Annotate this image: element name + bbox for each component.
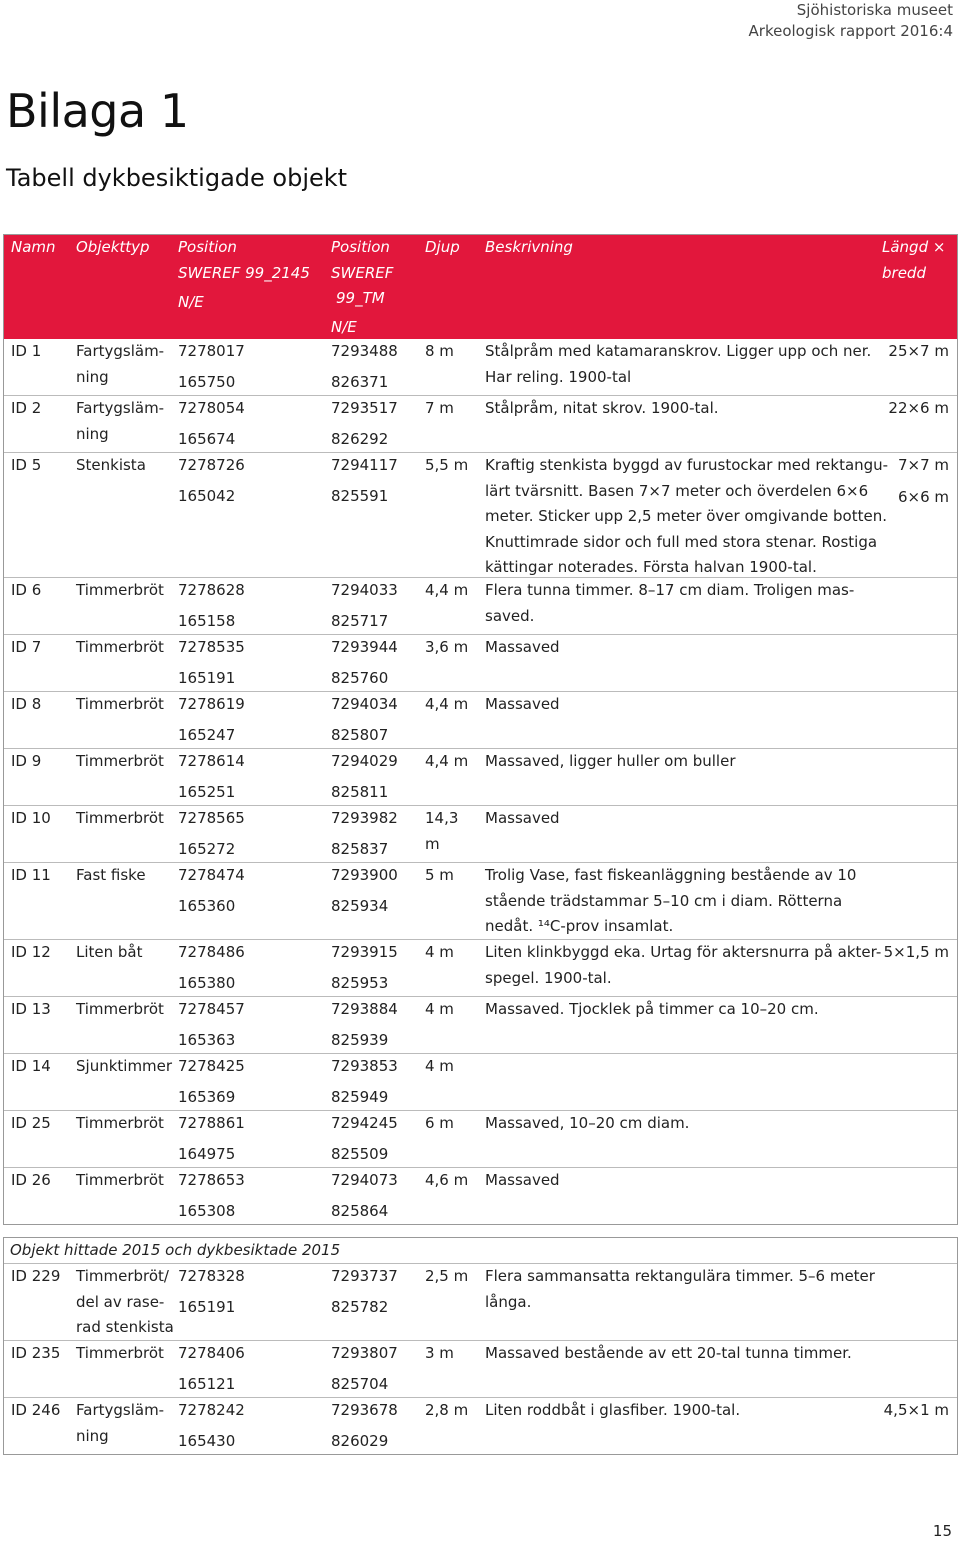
row-position-2145	[178, 940, 245, 996]
row-djup	[425, 692, 468, 718]
beskrivning-line: nedåt. ¹⁴C-prov insamlat.	[485, 917, 674, 935]
row-djup	[425, 997, 454, 1023]
objekttyp-line: ning	[76, 1426, 109, 1445]
north-tm: 7293807	[331, 1344, 398, 1362]
objekttyp-line: del av rase-	[76, 1292, 165, 1311]
row-id: ID 7	[11, 638, 42, 656]
row-id: ID 14	[11, 1057, 51, 1075]
objekttyp-line: Timmerbröt	[76, 809, 164, 827]
col-pos2-line: SWEREF	[331, 263, 394, 282]
col-pos1-line: SWEREF 99_2145	[178, 263, 310, 282]
djup-line: 2,5 m	[425, 1267, 469, 1285]
east-tm: 825811	[331, 782, 389, 801]
beskrivning-line: Knuttimrade sidor och full med stora stenar. Rostiga	[485, 532, 878, 551]
djup-line: 7 m	[425, 399, 454, 417]
objekttyp-line: Timmerbröt	[76, 1000, 164, 1018]
beskrivning-line: Liten klinkbyggd eka. Urtag för aktersnurra på akter-	[485, 943, 882, 961]
table-row	[4, 1397, 957, 1454]
objekttyp-line: Timmerbröt	[76, 752, 164, 770]
north-tm: 7293678	[331, 1401, 398, 1419]
row-langd	[898, 453, 949, 510]
row-beskrivning	[485, 339, 871, 390]
row-objekttyp	[76, 339, 164, 390]
east-2145: 165042	[178, 486, 236, 505]
row-beskrivning	[485, 806, 560, 832]
row-beskrivning	[485, 1398, 740, 1424]
table-row	[4, 1053, 957, 1110]
table-row	[4, 1110, 957, 1167]
row-beskrivning	[485, 692, 560, 718]
north-tm: 7293488	[331, 342, 398, 360]
north-tm: 7293982	[331, 809, 398, 827]
djup-line: 3 m	[425, 1344, 454, 1362]
row-beskrivning	[485, 940, 881, 991]
row-position-2145	[178, 396, 245, 452]
row-position-tm	[331, 1264, 398, 1320]
row-position-2145	[178, 1168, 245, 1224]
row-id: ID 11	[11, 866, 51, 884]
objekttyp-line: Stenkista	[76, 456, 146, 474]
east-tm: 825953	[331, 973, 389, 992]
beskrivning-line: Massaved	[485, 809, 560, 827]
row-djup	[425, 453, 468, 479]
row-position-tm	[331, 339, 398, 395]
north-2145: 7278328	[178, 1267, 245, 1285]
row-id: ID 25	[11, 1114, 51, 1132]
row-position-2145	[178, 1054, 245, 1110]
table-row	[4, 1167, 957, 1224]
east-2145: 165158	[178, 611, 236, 630]
east-tm: 825782	[331, 1297, 389, 1316]
north-tm: 7293884	[331, 1000, 398, 1018]
row-position-2145	[178, 749, 245, 805]
row-objekttyp	[76, 806, 164, 832]
row-langd	[884, 940, 949, 966]
north-tm: 7294029	[331, 752, 398, 770]
row-objekttyp	[76, 578, 164, 604]
row-beskrivning	[485, 863, 856, 940]
north-2145: 7278242	[178, 1401, 245, 1419]
objekttyp-line: Liten båt	[76, 943, 143, 961]
row-id: ID 2	[11, 399, 42, 417]
col-beskrivning: Beskrivning	[485, 238, 573, 256]
col-langd-line: bredd	[882, 263, 926, 282]
east-2145: 165121	[178, 1374, 236, 1393]
north-tm: 7293944	[331, 638, 398, 656]
table-row	[4, 452, 957, 577]
table-row	[4, 1263, 957, 1340]
east-2145: 165272	[178, 839, 236, 858]
east-tm: 825837	[331, 839, 389, 858]
row-id: ID 235	[11, 1344, 61, 1362]
row-objekttyp	[76, 692, 164, 718]
east-tm: 825591	[331, 486, 389, 505]
col-position-swereftm	[331, 235, 393, 340]
objekttyp-line: Fartygsläm-	[76, 1401, 165, 1419]
row-langd	[884, 1398, 949, 1424]
djup-line: 14,3	[425, 809, 459, 827]
row-id: ID 6	[11, 581, 42, 599]
djup-line: 4,4 m	[425, 581, 469, 599]
east-2145: 165363	[178, 1030, 236, 1049]
row-djup	[425, 1341, 454, 1367]
row-langd	[888, 339, 949, 365]
djup-line: 4 m	[425, 1000, 454, 1018]
row-djup	[425, 1168, 468, 1194]
page-subtitle: Tabell dykbesiktigade objekt	[6, 164, 348, 192]
row-position-tm	[331, 1168, 398, 1224]
east-tm: 825934	[331, 896, 389, 915]
museum-name: Sjöhistoriska museet	[796, 1, 953, 19]
langd-line: 4,5×1 m	[883, 1401, 949, 1419]
north-2145: 7278474	[178, 866, 245, 884]
col-pos2-line: 99_TM	[336, 289, 385, 307]
row-position-tm	[331, 1054, 398, 1110]
north-2145: 7278565	[178, 809, 245, 827]
row-position-tm	[331, 635, 398, 691]
djup-line: 8 m	[425, 342, 454, 360]
table-row	[4, 691, 957, 748]
beskrivning-line: Massaved, ligger huller om buller	[485, 752, 736, 770]
beskrivning-line: Har reling. 1900-tal	[485, 367, 632, 386]
north-tm: 7294117	[331, 456, 398, 474]
east-2145: 165674	[178, 429, 236, 448]
table-row	[4, 339, 957, 395]
row-position-tm	[331, 1111, 398, 1167]
beskrivning-line: spegel. 1900-tal.	[485, 968, 612, 987]
running-header	[749, 0, 953, 42]
djup-line: 5 m	[425, 866, 454, 884]
east-2145: 165308	[178, 1201, 236, 1220]
beskrivning-line: saved.	[485, 606, 535, 625]
beskrivning-line: lärt tvärsnitt. Basen 7×7 meter och överdelen 6×6	[485, 481, 869, 500]
row-id: ID 8	[11, 695, 42, 713]
east-2145: 164975	[178, 1144, 236, 1163]
objekttyp-line: Timmerbröt	[76, 1171, 164, 1189]
table-row	[4, 634, 957, 691]
table-row	[4, 1340, 957, 1397]
objekttyp-line: Timmerbröt	[76, 695, 164, 713]
report-id: Arkeologisk rapport 2016:4	[748, 22, 953, 40]
row-position-2145	[178, 692, 245, 748]
col-langd-line: Längd ×	[882, 238, 946, 256]
objects-2015-table	[3, 1237, 958, 1455]
row-id: ID 5	[11, 456, 42, 474]
row-djup	[425, 635, 468, 661]
djup-line: m	[425, 834, 440, 853]
row-position-tm	[331, 749, 398, 805]
langd-line: 7×7 m	[897, 456, 949, 474]
east-2145: 165380	[178, 973, 236, 992]
row-beskrivning	[485, 997, 819, 1023]
col-pos2-line: N/E	[331, 317, 357, 336]
east-tm: 826371	[331, 372, 389, 391]
row-objekttyp	[76, 940, 143, 966]
djup-line: 6 m	[425, 1114, 454, 1132]
row-id: ID 12	[11, 943, 51, 961]
north-tm: 7293900	[331, 866, 398, 884]
north-tm: 7294033	[331, 581, 398, 599]
row-objekttyp	[76, 1111, 164, 1137]
langd-line: 25×7 m	[888, 342, 949, 360]
north-2145: 7278486	[178, 943, 245, 961]
east-2145: 165369	[178, 1087, 236, 1106]
east-2145: 165750	[178, 372, 236, 391]
page-title: Bilaga 1	[6, 84, 189, 138]
objekttyp-line: Fast fiske	[76, 866, 146, 884]
beskrivning-line: långa.	[485, 1292, 532, 1311]
row-beskrivning	[485, 635, 560, 661]
row-beskrivning	[485, 1341, 852, 1367]
row-position-2145	[178, 453, 245, 509]
east-tm: 825509	[331, 1144, 389, 1163]
table-row	[4, 748, 957, 805]
row-position-tm	[331, 692, 398, 748]
djup-line: 5,5 m	[425, 456, 469, 474]
djup-line: 3,6 m	[425, 638, 469, 656]
beskrivning-line: Massaved	[485, 695, 560, 713]
table-row	[4, 577, 957, 634]
beskrivning-line: Massaved, 10–20 cm diam.	[485, 1114, 690, 1132]
east-2145: 165430	[178, 1431, 236, 1450]
north-2145: 7278614	[178, 752, 245, 770]
beskrivning-line: Liten roddbåt i glasfiber. 1900-tal.	[485, 1401, 741, 1419]
north-2145: 7278653	[178, 1171, 245, 1189]
objekttyp-line: Timmerbröt	[76, 1344, 164, 1362]
row-id: ID 246	[11, 1401, 61, 1419]
north-tm: 7293915	[331, 943, 398, 961]
djup-line: 4,6 m	[425, 1171, 469, 1189]
east-2145: 165251	[178, 782, 236, 801]
col-pos2-line: Position	[331, 238, 390, 256]
row-position-tm	[331, 1398, 398, 1454]
beskrivning-line: Flera tunna timmer. 8–17 cm diam. Troligen mas-	[485, 581, 855, 599]
east-tm: 825704	[331, 1374, 389, 1393]
north-tm: 7294073	[331, 1171, 398, 1189]
row-objekttyp	[76, 635, 164, 661]
beskrivning-line: Flera sammansatta rektangulära timmer. 5–6 meter	[485, 1267, 875, 1285]
east-tm: 825939	[331, 1030, 389, 1049]
row-djup	[425, 749, 468, 775]
row-objekttyp	[76, 1168, 164, 1194]
row-djup	[425, 396, 454, 422]
objekttyp-line: ning	[76, 424, 109, 443]
objekttyp-line: rad stenkista	[76, 1318, 174, 1336]
objekttyp-line: Sjunktimmer	[76, 1057, 173, 1075]
row-position-2145	[178, 1264, 245, 1320]
row-position-2145	[178, 578, 245, 634]
north-tm: 7293853	[331, 1057, 398, 1075]
djup-line: 4 m	[425, 943, 454, 961]
row-djup	[425, 1054, 454, 1080]
beskrivning-line: Massaved	[485, 1171, 560, 1189]
row-objekttyp	[76, 863, 146, 889]
row-position-2145	[178, 806, 245, 862]
row-id: ID 229	[11, 1267, 61, 1285]
row-position-tm	[331, 578, 398, 634]
north-tm: 7293737	[331, 1267, 398, 1285]
east-tm: 825760	[331, 668, 389, 687]
row-id: ID 13	[11, 1000, 51, 1018]
north-2145: 7278017	[178, 342, 245, 360]
beskrivning-line: Stålpråm, nitat skrov. 1900-tal.	[485, 399, 719, 417]
col-objekttyp: Objekttyp	[76, 238, 150, 256]
east-2145: 165360	[178, 896, 236, 915]
row-objekttyp	[76, 1264, 174, 1341]
north-2145: 7278628	[178, 581, 245, 599]
col-pos1-line: N/E	[178, 293, 204, 311]
col-djup: Djup	[425, 238, 460, 256]
row-objekttyp	[76, 453, 146, 479]
objekttyp-line: Timmerbröt/	[76, 1267, 169, 1285]
north-2145: 7278054	[178, 399, 245, 417]
table-row	[4, 395, 957, 452]
north-tm: 7294245	[331, 1114, 398, 1132]
row-beskrivning	[485, 453, 888, 581]
north-tm: 7294034	[331, 695, 398, 713]
beskrivning-line: Massaved. Tjocklek på timmer ca 10–20 cm.	[485, 1000, 819, 1018]
row-position-2145	[178, 1111, 245, 1167]
objects-table	[3, 234, 958, 1225]
row-djup	[425, 940, 454, 966]
beskrivning-line: Stålpråm med katamaranskrov. Ligger upp och ner.	[485, 342, 872, 360]
north-2145: 7278535	[178, 638, 245, 656]
row-djup	[425, 578, 468, 604]
djup-line: 4,4 m	[425, 695, 469, 713]
row-position-tm	[331, 806, 398, 862]
beskrivning-line: Massaved	[485, 638, 560, 656]
beskrivning-line: meter. Sticker upp 2,5 meter över omgivande botten.	[485, 507, 887, 525]
east-tm: 826029	[331, 1431, 389, 1450]
beskrivning-line: Kraftig stenkista byggd av furustockar med rektangu-	[485, 456, 889, 474]
east-2145: 165247	[178, 725, 236, 744]
east-tm: 825864	[331, 1201, 389, 1220]
djup-line: 4,4 m	[425, 752, 469, 770]
north-2145: 7278457	[178, 1000, 245, 1018]
row-beskrivning	[485, 578, 854, 629]
objekttyp-line: Timmerbröt	[76, 581, 164, 599]
row-position-2145	[178, 1398, 245, 1454]
north-2145: 7278861	[178, 1114, 245, 1132]
table-row	[4, 939, 957, 996]
east-2145: 165191	[178, 668, 236, 687]
north-2145: 7278726	[178, 456, 245, 474]
djup-line: 2,8 m	[425, 1401, 469, 1419]
row-objekttyp	[76, 1341, 164, 1367]
east-2145: 165191	[178, 1297, 236, 1316]
djup-line: 4 m	[425, 1057, 454, 1075]
row-position-tm	[331, 1341, 398, 1397]
row-beskrivning	[485, 1168, 560, 1194]
row-id: ID 9	[11, 752, 42, 770]
row-objekttyp	[76, 749, 164, 775]
table-header	[4, 235, 957, 339]
objekttyp-line: Timmerbröt	[76, 1114, 164, 1132]
row-langd	[888, 396, 949, 422]
row-id: ID 1	[11, 342, 42, 360]
langd-line: 22×6 m	[888, 399, 949, 417]
east-tm: 826292	[331, 429, 389, 448]
north-2145: 7278619	[178, 695, 245, 713]
row-objekttyp	[76, 1054, 172, 1080]
row-djup	[425, 339, 454, 365]
row-djup	[425, 1264, 468, 1290]
row-beskrivning	[485, 1264, 875, 1315]
east-tm: 825717	[331, 611, 389, 630]
row-position-2145	[178, 863, 245, 919]
row-beskrivning	[485, 396, 719, 422]
beskrivning-line: Trolig Vase, fast fiskeanläggning bestående av 10	[485, 866, 857, 884]
col-pos1-line: Position	[178, 238, 237, 256]
row-position-tm	[331, 863, 398, 919]
row-beskrivning	[485, 749, 736, 775]
page-number: 15	[932, 1522, 952, 1540]
row-objekttyp	[76, 1398, 164, 1449]
objekttyp-line: Timmerbröt	[76, 638, 164, 656]
row-djup	[425, 1111, 454, 1137]
langd-line: 6×6 m	[897, 487, 949, 506]
row-position-tm	[331, 940, 398, 996]
langd-line: 5×1,5 m	[883, 943, 949, 961]
col-position-sweref2145	[178, 235, 310, 316]
col-namn: Namn	[11, 238, 56, 256]
row-djup	[425, 1398, 468, 1424]
row-position-tm	[331, 396, 398, 452]
row-position-2145	[178, 997, 245, 1053]
table-row	[4, 805, 957, 862]
row-beskrivning	[485, 1111, 689, 1137]
objekttyp-line: Fartygsläm-	[76, 399, 165, 417]
row-id: ID 10	[11, 809, 51, 827]
row-objekttyp	[76, 997, 164, 1023]
beskrivning-line: stående trädstammar 5–10 cm i diam. Rötterna	[485, 891, 843, 910]
beskrivning-line: Massaved bestående av ett 20-tal tunna timmer.	[485, 1344, 852, 1362]
row-objekttyp	[76, 396, 164, 447]
row-id: ID 26	[11, 1171, 51, 1189]
north-2145: 7278425	[178, 1057, 245, 1075]
table-row	[4, 862, 957, 939]
table-row	[4, 996, 957, 1053]
north-tm: 7293517	[331, 399, 398, 417]
east-tm: 825807	[331, 725, 389, 744]
row-position-tm	[331, 453, 398, 509]
section-title: Objekt hittade 2015 och dykbesiktade 2015	[10, 1241, 341, 1259]
objekttyp-line: Fartygsläm-	[76, 342, 165, 360]
row-position-2145	[178, 339, 245, 395]
row-djup	[425, 806, 458, 857]
col-langd	[882, 235, 945, 286]
row-position-2145	[178, 1341, 245, 1397]
east-tm: 825949	[331, 1087, 389, 1106]
north-2145: 7278406	[178, 1344, 245, 1362]
objekttyp-line: ning	[76, 367, 109, 386]
row-djup	[425, 863, 454, 889]
row-position-tm	[331, 997, 398, 1053]
row-position-2145	[178, 635, 245, 691]
beskrivning-line: kättingar noterades. Första halvan 1900-tal.	[485, 558, 817, 576]
